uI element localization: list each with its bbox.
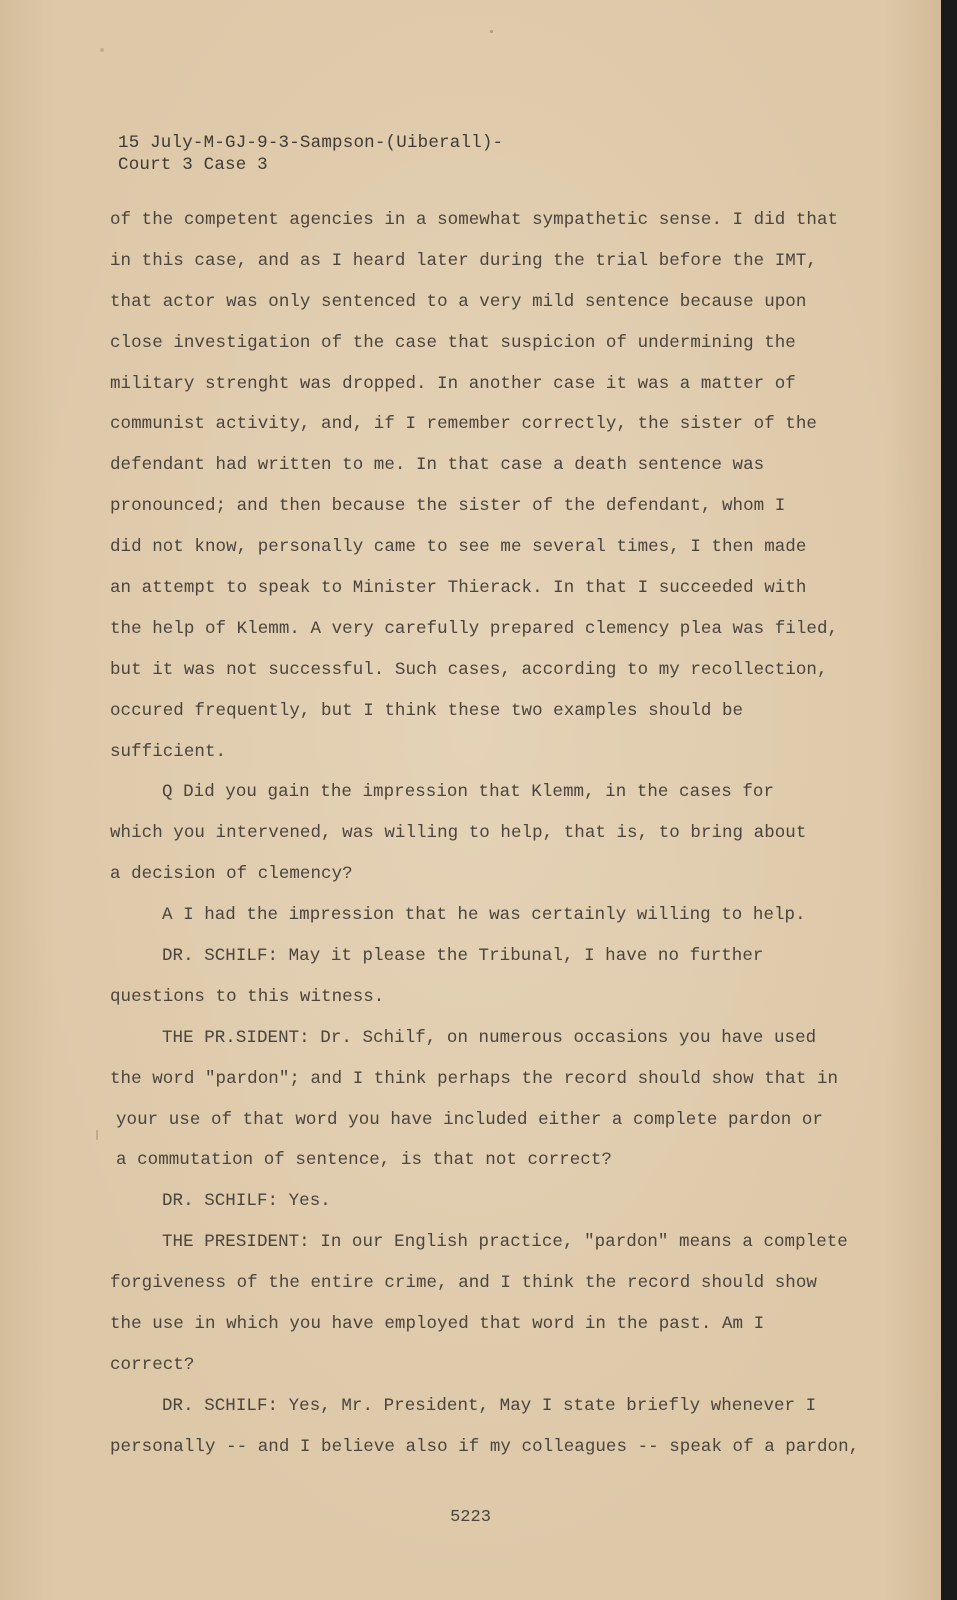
transcript-line: sufficient.: [110, 741, 227, 762]
transcript-line: personally -- and I believe also if my colleagues -- speak of a pardon,: [110, 1436, 860, 1457]
header-court-case: Court 3 Case 3: [118, 155, 268, 175]
transcript-line: Q Did you gain the impression that Klemm, in the cases for: [162, 782, 774, 803]
transcript-line: the use in which you have employed that word in the past. Am I: [110, 1314, 765, 1335]
transcript-line: the word "pardon"; and I think perhaps the record should show that in: [110, 1068, 839, 1089]
transcript-line: THE PR.SIDENT: Dr. Schilf, on numerous occasions you have used: [162, 1027, 817, 1048]
page-header: [118, 132, 503, 176]
transcript-line: an attempt to speak to Minister Thierack. In that I succeeded with: [110, 578, 807, 599]
transcript-body: [110, 209, 860, 1477]
transcript-line: military strenght was dropped. In another case it was a matter of: [110, 373, 796, 394]
paper-speck: [100, 48, 104, 52]
transcript-line: in this case, and as I heard later during the trial before the IMT,: [110, 250, 817, 271]
header-reference: 15 July-M-GJ-9-3-Sampson-(Uiberall)-: [118, 133, 504, 153]
transcript-line: correct?: [110, 1354, 195, 1375]
transcript-line: your use of that word you have included either a complete pardon or: [116, 1109, 823, 1130]
transcript-line: but it was not successful. Such cases, according to my recollection,: [110, 659, 828, 680]
transcript-line: THE PRESIDENT: In our English practice, "pardon" means a complete: [162, 1232, 848, 1253]
transcript-line: DR. SCHILF: Yes.: [162, 1191, 331, 1212]
transcript-line: DR. SCHILF: May it please the Tribunal, I have no further: [162, 946, 764, 967]
transcript-line: a commutation of sentence, is that not correct?: [116, 1150, 612, 1171]
transcript-line: pronounced; and then because the sister of the defendant, whom I: [110, 496, 786, 517]
paper-speck: [96, 1130, 98, 1140]
transcript-line: DR. SCHILF: Yes, Mr. President, May I state briefly whenever I: [162, 1395, 817, 1416]
transcript-line: the help of Klemm. A very carefully prepared clemency plea was filed,: [110, 618, 839, 639]
page-number: 5223: [450, 1508, 491, 1527]
paper-speck: [490, 30, 493, 33]
transcript-line: of the competent agencies in a somewhat sympathetic sense. I did that: [110, 210, 839, 230]
transcript-line: defendant had written to me. In that case a death sentence was: [110, 455, 765, 476]
transcript-line: that actor was only sentenced to a very mild sentence because upon: [110, 291, 807, 312]
transcript-line: communist activity, and, if I remember correctly, the sister of the: [110, 414, 817, 435]
transcript-line: A I had the impression that he was certainly willing to help.: [162, 905, 806, 926]
transcript-line: forgiveness of the entire crime, and I think the record should show: [110, 1273, 817, 1294]
transcript-line: questions to this witness.: [110, 986, 385, 1007]
transcript-line: which you intervened, was willing to help, that is, to bring about: [110, 823, 807, 844]
transcript-line: occured frequently, but I think these two examples should be: [110, 700, 744, 721]
transcript-line: a decision of clemency?: [110, 864, 353, 885]
transcript-line: close investigation of the case that suspicion of undermining the: [110, 332, 796, 353]
transcript-line: did not know, personally came to see me several times, I then made: [110, 537, 807, 558]
